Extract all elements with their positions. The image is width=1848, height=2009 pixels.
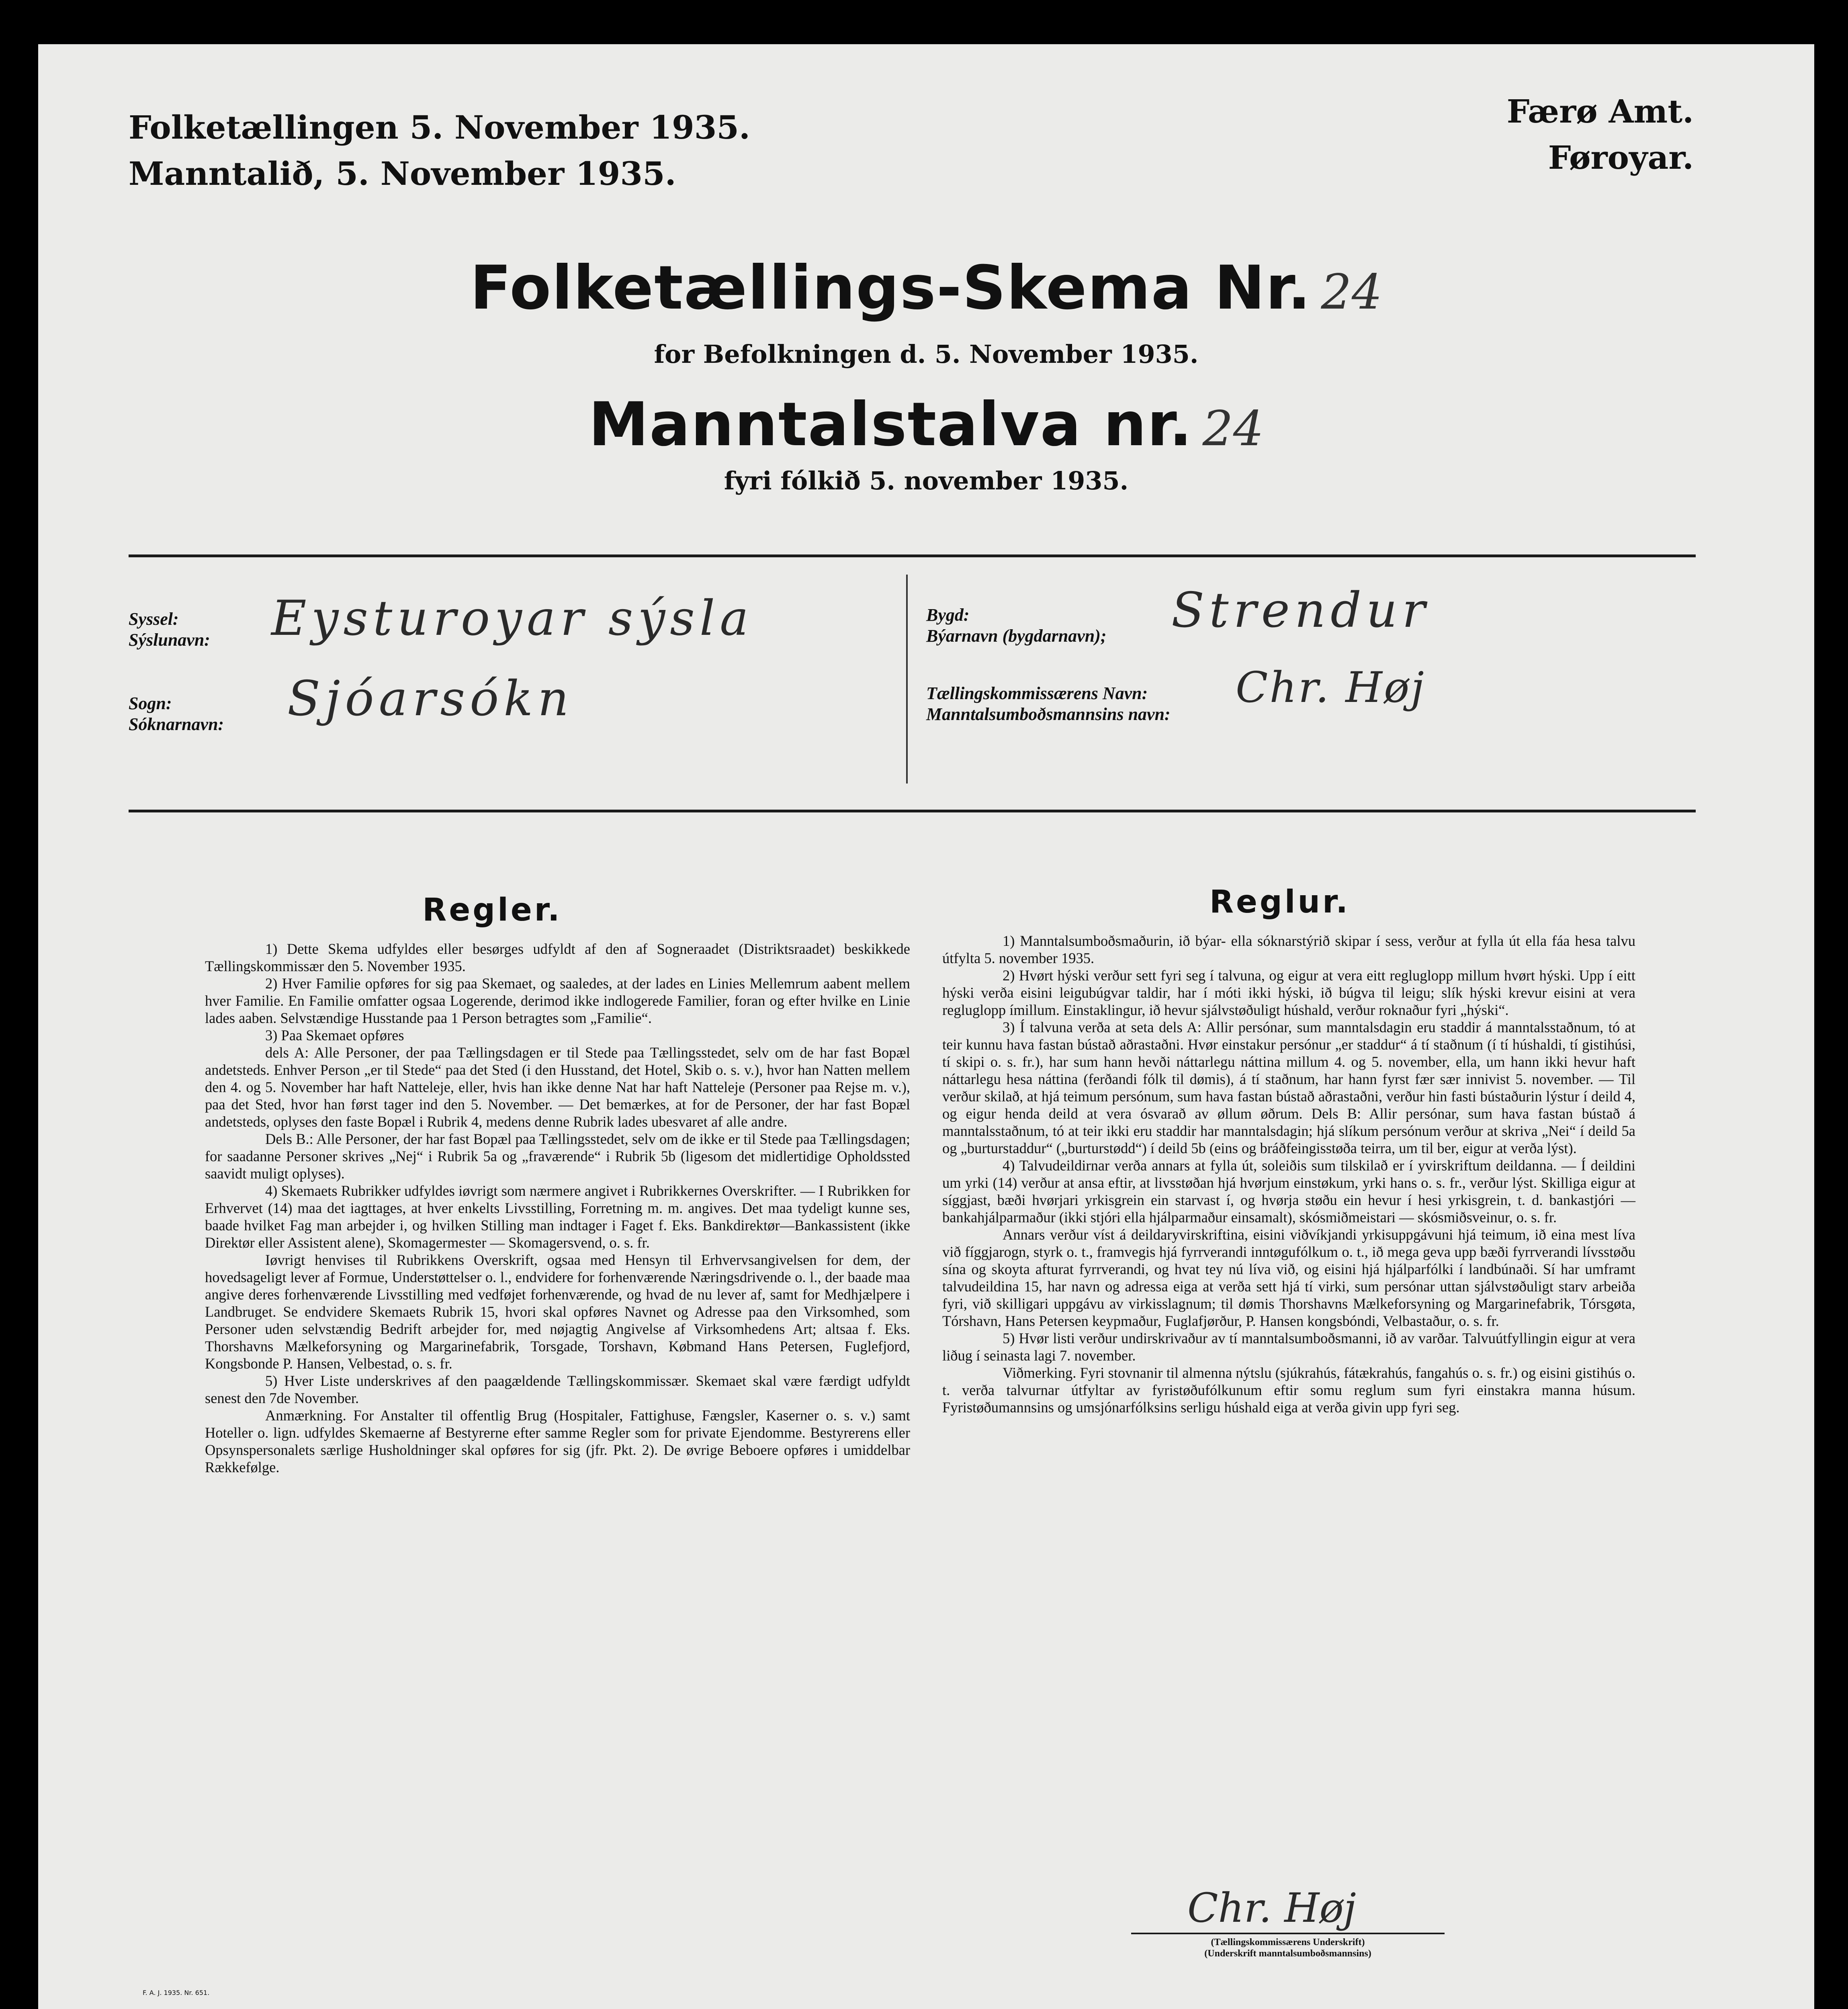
- regler-body: [205, 940, 910, 1476]
- census-form-page: [38, 44, 1814, 2009]
- regler-title: Regler.: [422, 892, 562, 928]
- regler-paragraph: 1) Dette Skema udfyldes eller besørges udfyldt af den af Sogneraadet (Distriktsraadet) beskikkede Tællingskommissær den 5. November 1935.: [205, 941, 910, 974]
- top-divider: [129, 554, 1696, 557]
- regler-paragraph: dels A: Alle Personer, der paa Tællingsdagen er til Stede paa Tællingsstedet, selv om de har fast Bopæl andetsteds. Enhver Person „er til Stede“ paa det Sted (i den Husstand, det Hotel, Skib o. s. v.), hvor han Natten mellem den 4. og 5. November har haft Natteleje, eller, hvis han ikke denne Nat har haft Natteleje (Personer paa Rejse m. v.), paa det Sted, hvor han først tager ind den 5. November. — Det bemærkes, at for de Personer, der har fast Bopæl andetsteds, oplyses den faste Bopæl i Rubrik 4, medens denne Rubrik lades ubesvaret af alle andre.: [205, 1044, 910, 1130]
- title-danish: [38, 253, 1814, 323]
- header-left: [129, 104, 750, 197]
- reglur-paragraph: Viðmerking. Fyri stovnanir til almenna nýtslu (sjúkrahús, fátækrahús, fangahús o. s. fr.) og eisini gistihús o. t. verða talvurnar útfyltar av fyristøðufólkunum eftir somu reglum sum fyri einstakra manna húsum. Fyristøðumannsins og umsjónarfólksins serligu húshald eiga at verða givin upp fyri seg.: [942, 1365, 1635, 1416]
- kommissaer-label: Tællingskommissærens Navn: Manntalsumboðsmannsins navn:: [926, 683, 1171, 724]
- bygd-value: Strendur: [1171, 583, 1430, 638]
- regler-paragraph: Iøvrigt henvises til Rubrikkens Overskrift, ogsaa med Hensyn til Erhvervsangivelsen for dem, der hovedsageligt lever af Formue, Understøttelser o. l., endvidere for forhenværende Næringsdrivende o. l., der baade maa angive deres forhenværende Livsstilling med vedføjet forhenværende, og hvad de nu lever af, samt for Medhjælpere i Landbruget. Se endvidere Skemaets Rubrik 15, hvori skal opføres Navnet og Adresse paa den Virksomhed, som Personer uden selvstændig Bedrift arbejder for, med nøjagtig Angivelse af Virksomhedens Art; altsaa f. Eks. Thorshavns Mælkeforsyning og Margarinefabrik, Torsgade, Torshavn, Købmand Hans Petersen, Fuglefjord, Kongsbonde P. Hansen, Velbestad, o. s. fr.: [205, 1252, 910, 1372]
- title-faroese: [38, 390, 1814, 460]
- signature-handwritten: Chr. Høj: [1187, 1884, 1356, 1931]
- signature-line: [1131, 1933, 1445, 1934]
- reglur-paragraph: 1) Manntalsumboðsmaðurin, ið býar- ella sóknarstýrið skipar í sess, verður at fylla út ella fáa hesa talvu útfylta 5. november 1935.: [942, 933, 1635, 966]
- header-amt-da: Færø Amt.: [1506, 92, 1694, 130]
- regler-paragraph: 2) Hver Familie opføres for sig paa Skemaet, og saaledes, at der lades en Linies Mellemrum aabent mellem hver Familie. En Familie omfatter ogsaa Logerende, derimod ikke indlogerede Familier, foran og efter hvilke en Linie lades aaben. Selvstændige Husstande paa 1 Person betragtes som „Familie“.: [205, 975, 910, 1026]
- reglur-paragraph: 3) Í talvuna verða at seta dels A: Allir persónar, sum manntalsdagin eru staddir á manntalsstaðnum, tó at teir kunnu hava fastan bústað aðrastaðni. Hvør einstakur persónur „er staddur“ á tí staðnum (í tí húshaldi, tí gistihúsi, tí skipi o. s. fr.), har sum hann hevði náttarlegu náttina millum 4. og 5. november, ella, um hann ikki hevur haft náttarlegu hesa náttina (ferðandi fólk til dømis), á tí staðnum, har hann fyrst fær sær innivist 5. november. — Til verður skilað, at hjá teimum persónum, sum hava fastan bústað aðrastaðni, verður hin fasti bústaðurin lýstur í deild 4, og eigur henda deild at vera ósvarað av øllum øðrum. Dels B: Allir persónar, sum hava fastan bústað á manntalsstaðnum, tó at teir ikki eru staddir har manntalsdagin; hjá slíkum persónum verður at skriva „Nei“ í deild 5a og „burturstaddur“ („burturstødd“) í deild 5b (eins og bráðfeingisstøða teirra, um til ber, eigur at verða lýst).: [942, 1019, 1635, 1156]
- reglur-title: Reglur.: [1209, 884, 1351, 920]
- printer-mark: F. A. J. 1935. Nr. 651.: [143, 1989, 210, 1997]
- form-number-da: 24: [1321, 264, 1383, 320]
- subtitle-faroese: fyri fólkið 5. november 1935.: [724, 466, 1129, 495]
- sogn-value: Sjóarsókn: [287, 671, 574, 727]
- subtitle-danish: for Befolkningen d. 5. November 1935.: [654, 340, 1199, 369]
- signature-caption: (Tællingskommissærens Underskrift) (Underskrift manntalsumboðsmannsins): [1204, 1937, 1371, 1959]
- regler-paragraph: Dels B.: Alle Personer, der har fast Bopæl paa Tællingsstedet, selv om de ikke er til Stede paa Tællingsdagen; for saadanne Personer skrives „Nej“ i Rubrik 5a og „fraværende“ i Rubrik 5b (ligesom det midlertidige Opholdssted saavidt muligt oplyses).: [205, 1131, 910, 1182]
- field-column-divider: [906, 575, 908, 784]
- header-right: [1507, 88, 1694, 181]
- header-census-date-fo: Manntalið, 5. November 1935.: [129, 155, 676, 192]
- regler-paragraph: Anmærkning. For Anstalter til offentlig Brug (Hospitaler, Fattighuse, Fængsler, Kaserner o. s. v.) samt Hoteller o. lign. udfyldes Skemaerne af Bestyrerne efter samme Regler som for private Ejendomme. Bestyrerens eller Opsynspersonalets særlige Husholdninger skal opføres for sig (jfr. Pkt. 2). De øvrige Beboere opføres i umiddelbar Rækkefølge.: [205, 1407, 910, 1475]
- regler-paragraph: 4) Skemaets Rubrikker udfyldes iøvrigt som nærmere angivet i Rubrikkernes Overskrifter. — I Rubrikken for Erhvervet (14) maa det iagttages, at hver enkelts Livsstilling, Forretning m. m. angives. Det maa tydeligt kunne ses, baade hvilket Fag man arbejder i, og hvilken Stilling man indtager i Faget f. Eks. Bankdirektør—Bankassistent (ikke Direktør eller Assistent alene), Skomagermester — Skomagersvend, o. s. fr.: [205, 1182, 910, 1251]
- reglur-paragraph: 2) Hvørt hýski verður sett fyri seg í talvuna, og eigur at vera eitt regluglopp millum hvørt hýski. Upp í eitt hýski verða eisini leigubúgvar taldir, har í móti ikki hýski, ið búgva til leigu; slík hýski krevur eisini at vera regluglopp ímillum. Einstaklingur, ið hevur sjálvstøðuligt húshald, verður roknaður fyri „hýski“.: [942, 967, 1635, 1018]
- syssel-label: Syssel: Sýslunavn:: [129, 609, 210, 650]
- reglur-body: [942, 932, 1635, 1416]
- reglur-paragraph: 4) Talvudeildirnar verða annars at fylla út, soleiðis sum tilskilað er í yvirskriftum deildanna. — Í deildini um yrki (14) verður at ansa eftir, at livsstøðan hjá hvørjum einstøkum, yrki hans o. s. fr., verður lýst. Skilliga eigur at síggjast, bæði hvørjari yrkisgrein ein starvast í, og hvørja støðu ein hevur í hesi yrkisgrein, t. d. bankastjóri — bankahjálparmaður (ikki stjóri ella hjálparmaður einsamalt), skósmiðmeistari — skósmiðsveinur, o. s. fr.: [942, 1157, 1635, 1225]
- sogn-label: Sogn: Sóknarnavn:: [129, 694, 224, 734]
- form-number-fo: 24: [1202, 401, 1264, 457]
- form-title-fo: Manntalstalva nr.: [588, 390, 1193, 460]
- header-amt-fo: Føroyar.: [1548, 139, 1694, 176]
- reglur-paragraph: Annars verður víst á deildaryvirskriftina, eisini viðvíkjandi yrkisuppgávuni hjá teimum, ið eina mest líva við fíggjarogn, styrk o. t., framvegis hjá fyrrverandi inntøgufólkum o. t., ið mega geva upp bæði fyrrverandi lívsstøðu sína og skoyta afturat fyrrverandi, og hvat tey nú líva við, og eisini hjá hjálparfólki í landbúnaði. Sí har umframt talvudeildina 15, har navn og adressa eiga at verða sett hjá tí virki, sum persónar uttan sjálvstøðuligt starv arbeiða fyri, við skilligari uppgávu av virkisslagnum; til dømis Thorshavns Mælkeforsyning og Margarinefabrik, Tórsgøta, Tórshavn, Hans Petersen keypmaður, Fuglafjørður, P. Hansen kongsbóndi, Velbastaður, o. s. fr.: [942, 1226, 1635, 1329]
- syssel-value: Eysturoyar sýsla: [271, 591, 753, 646]
- kommissaer-value: Chr. Høj: [1236, 663, 1426, 712]
- reglur-paragraph: 5) Hvør listi verður undirskrivaður av tí manntalsumboðsmanni, ið av varðar. Talvuútfyllingin eigur at vera liðug í seinasta lagi 7. november.: [942, 1330, 1635, 1364]
- fields-bottom-divider: [129, 810, 1696, 812]
- regler-paragraph: 5) Hver Liste underskrives af den paagældende Tællingskommissær. Skemaet skal være færdigt udfyldt senest den 7de November.: [205, 1373, 910, 1406]
- regler-paragraph: 3) Paa Skemaet opføres: [265, 1027, 404, 1043]
- header-census-date-da: Folketællingen 5. November 1935.: [129, 108, 750, 146]
- bygd-label: Bygd: Býarnavn (bygdarnavn);: [926, 605, 1107, 646]
- form-title-da: Folketællings-Skema Nr.: [470, 253, 1312, 323]
